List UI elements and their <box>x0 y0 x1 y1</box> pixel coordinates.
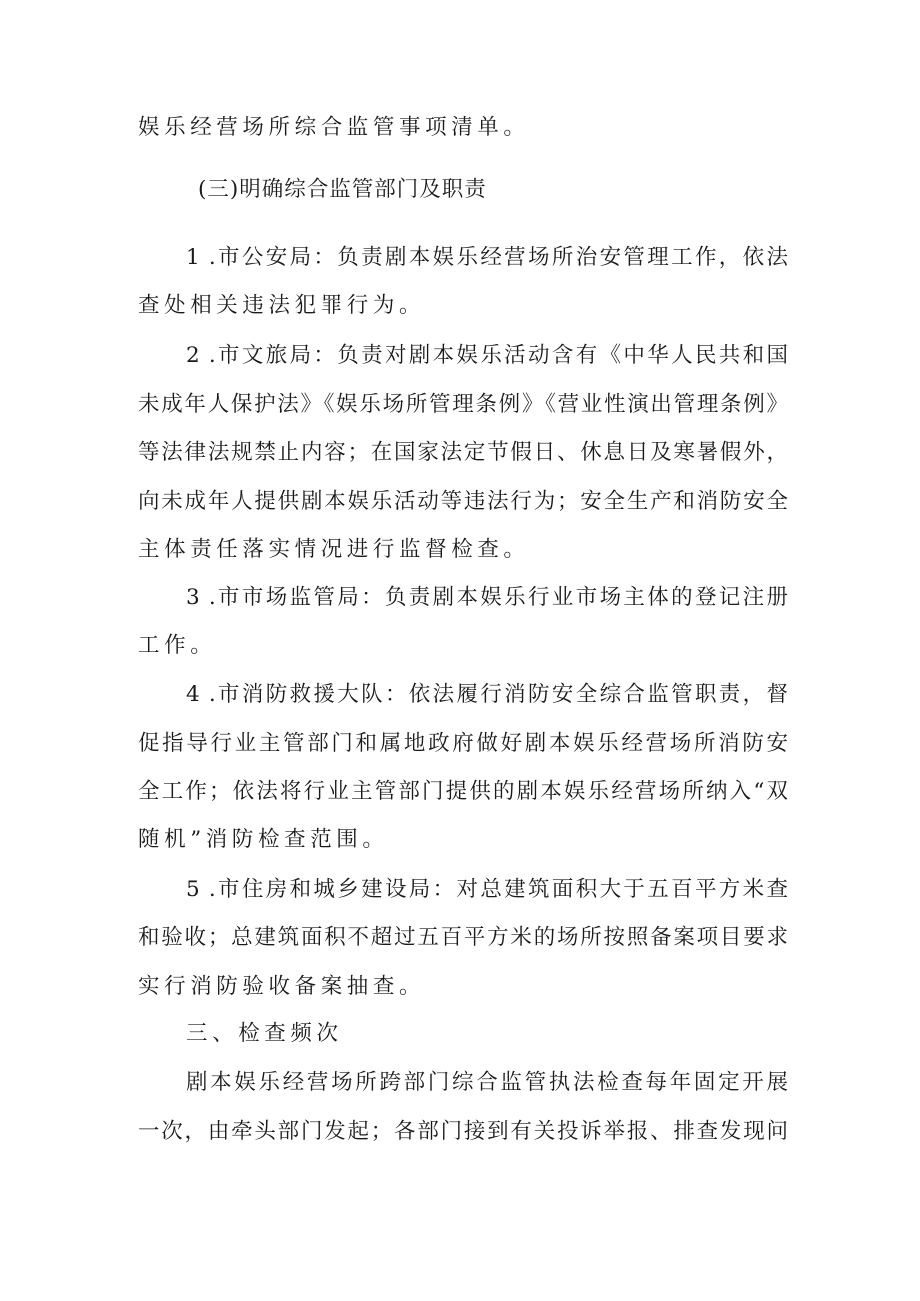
text-line: 工作。 <box>138 633 217 658</box>
text-line: 主体责任落实情况进行监督检查。 <box>138 537 530 562</box>
text-line: 查处相关违法犯罪行为。 <box>138 293 426 318</box>
text-line: 促指导行业主管部门和属地政府做好剧本娱乐经营场所消防安 <box>138 731 788 756</box>
text-line: 3 .市市场监管局：负责剧本娱乐行业市场主体的登记注册 <box>186 585 788 610</box>
text-line: 随机”消防检查范围。 <box>138 827 389 852</box>
text-line: 一次，由牵头部门发起；各部门接到有关投诉举报、排查发现问 <box>138 1119 788 1144</box>
text-line: 5 .市住房和城乡建设局：对总建筑面积大于五百平方米查 <box>186 877 788 902</box>
text-line: 4 .市消防救援大队：依法履行消防安全综合监管职责，督 <box>186 682 788 707</box>
text-line: 娱乐经营场所综合监管事项清单。 <box>138 115 530 140</box>
text-line: 实行消防验收备案抽查。 <box>138 974 426 999</box>
section-heading: (三)明确综合监管部门及职责 <box>198 177 487 202</box>
text-line: 向未成年人提供剧本娱乐活动等违法行为；安全生产和消防安全 <box>138 489 788 514</box>
section-heading: 三、检查频次 <box>186 1021 343 1046</box>
text-line: 2 .市文旅局：负责对剧本娱乐活动含有《中华人民共和国 <box>186 343 788 368</box>
text-line: 全工作；依法将行业主管部门提供的剧本娱乐经营场所纳入“双 <box>138 779 788 804</box>
text-line: 等法律法规禁止内容；在国家法定节假日、休息日及寒暑假外， <box>138 440 788 465</box>
text-line: 未成年人保护法》《娱乐场所管理条例》《营业性演出管理条例》 <box>138 392 788 417</box>
text-line: 1 .市公安局：负责剧本娱乐经营场所治安管理工作，依法 <box>186 245 788 270</box>
text-line: 剧本娱乐经营场所跨部门综合监管执法检查每年固定开展 <box>186 1070 788 1095</box>
text-line: 和验收；总建筑面积不超过五百平方米的场所按照备案项目要求 <box>138 925 788 950</box>
